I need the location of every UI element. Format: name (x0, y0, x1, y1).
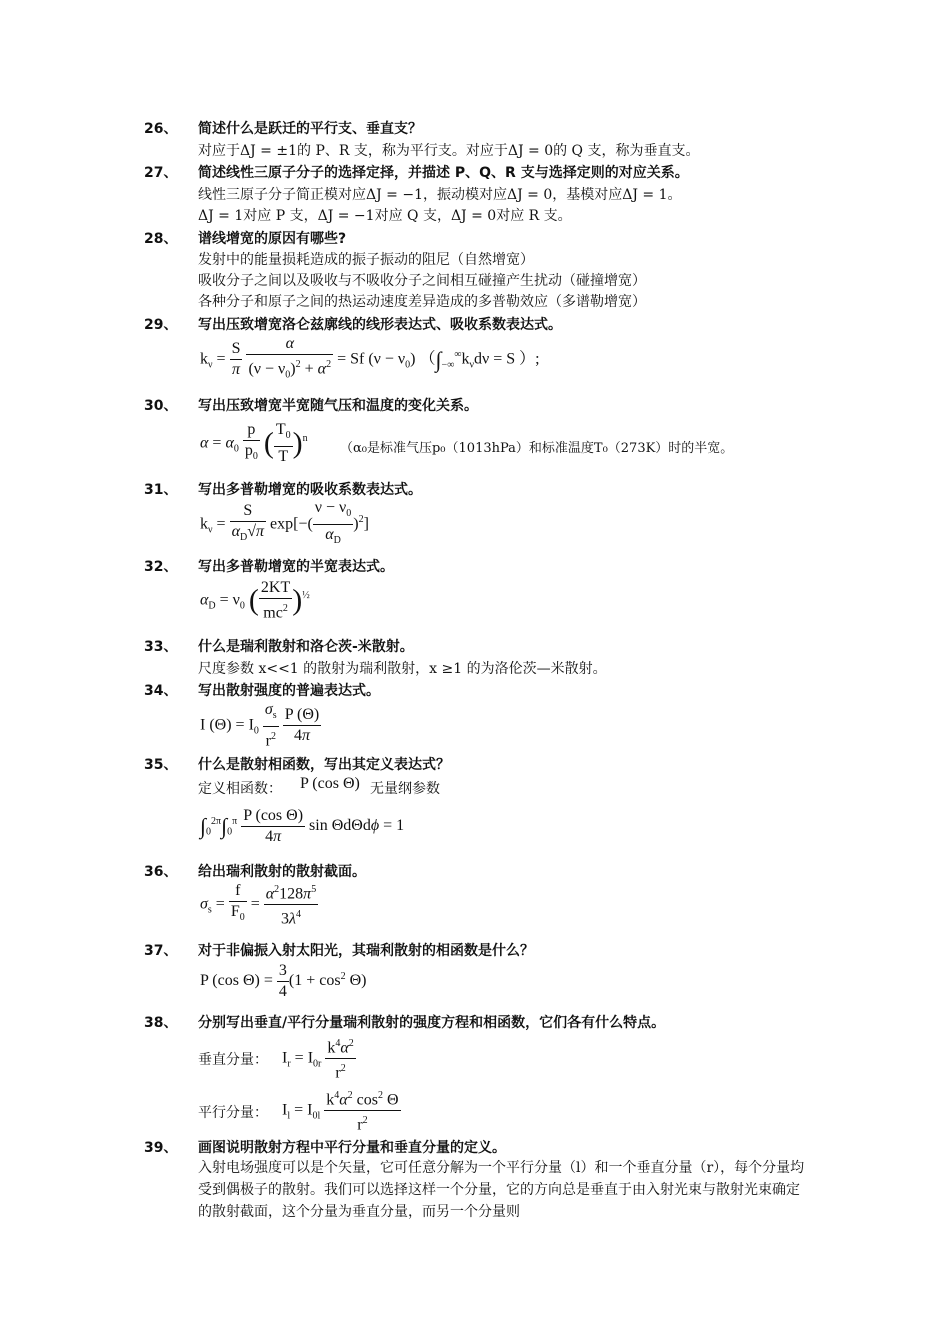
rayleigh-phase-formula: P (cos Θ) = $\frac{3}{4}$ $(1 + \cos^2 \Theta)$ (200, 962, 367, 1000)
question-number: 26、 (144, 121, 178, 137)
answer-line: 各种分子和原子之间的热运动速度差异造成的多普勒效应（多谱勒增宽） (198, 294, 646, 310)
parallel-intensity-formula: $I_l = I_{0l}$ $\frac{k^4\alpha^2 \cos^2 \Theta}{r^2}$ (282, 1090, 399, 1134)
question-title: 对于非偏振入射太阳光，其瑞利散射的相函数是什么？ (198, 943, 534, 959)
question-title: 给出瑞利散射的散射截面。 (198, 864, 366, 880)
answer-line: 尺度参数 x<<1 的散射为瑞利散射，x ≥1 的为洛伦茨—米散射。 (198, 661, 607, 677)
doppler-halfwidth-formula: $\alpha_D = \nu_0$ ( $\frac{2KT}{mc^2}$ )$^{\frac{1}{2}}$ (200, 579, 310, 622)
phase-normalization-formula: $\int_0^{2\pi}\int_0^\pi$ $\frac{\text{P (cos Θ)}}{4\pi}$ sin ΘdΘdϕ = 1 (200, 807, 405, 845)
rayleigh-cross-section-formula: $\sigma_s$ = $\frac{f}{F_0}$ = $\frac{\alpha^2128\pi^5}{3\lambda^4}$ (200, 882, 317, 928)
question-number: 39、 (144, 1140, 178, 1156)
question-title: 写出多普勒增宽的吸收系数表达式。 (198, 482, 422, 498)
question-title: 写出散射强度的普遍表达式。 (198, 683, 380, 699)
question-number: 30、 (144, 398, 178, 414)
answer-line: 对应于ΔJ = ±1的 P、R 支，称为平行支。对应于ΔJ = 0的 Q 支，称为垂直支。 (198, 143, 700, 159)
halfwidth-pressure-formula: $\alpha = \alpha_0$ $\frac{p}{p_0}$ ( $\frac{T_0}{T}$ )$^n$ (200, 421, 308, 466)
answer-line: 无量纲参数 (370, 781, 440, 797)
question-title: 写出多普勒增宽的半宽表达式。 (198, 559, 394, 575)
answer-line: 垂直分量： (198, 1052, 268, 1068)
question-title: 简述什么是跃迁的平行支、垂直支？ (198, 121, 422, 137)
question-title: 简述线性三原子分子的选择定择，并描述 P、Q、R 支与选择定则的对应关系。 (198, 165, 689, 181)
question-number: 38、 (144, 1015, 178, 1031)
answer-line: 线性三原子分子简正模对应ΔJ = −1，振动模对应ΔJ = 0，基模对应ΔJ = 1。 (198, 187, 682, 203)
perpendicular-intensity-formula: $I_r = I_{0r}$ $\frac{k^4\alpha^2}{r^2}$ (282, 1038, 354, 1082)
question-number: 27、 (144, 165, 178, 181)
question-title: 写出压致增宽半宽随气压和温度的变化关系。 (198, 398, 478, 414)
question-number: 37、 (144, 943, 178, 959)
answer-line: 吸收分子之间以及吸收与不吸收分子之间相互碰撞产生扰动（碰撞增宽） (198, 273, 646, 289)
question-title: 什么是瑞利散射和洛仑茨-米散射。 (198, 639, 414, 655)
question-number: 28、 (144, 231, 178, 247)
answer-line: 定义相函数： (198, 781, 282, 797)
question-number: 32、 (144, 559, 178, 575)
question-number: 29、 (144, 317, 178, 333)
lorentz-formula: $k_\nu$ = $\frac{S}{\pi}$ $\frac{\alpha}{(\nu - \nu_0)^2 + \alpha^2}$ = Sf $(\nu - \nu_0)$ （$\int_{-\infty}^\infty k_\nu d\nu = S$ ）; (200, 334, 540, 386)
question-number: 34、 (144, 683, 178, 699)
answer-line: 平行分量： (198, 1105, 268, 1121)
question-title: 画图说明散射方程中平行分量和垂直分量的定义。 (198, 1140, 506, 1156)
answer-line: 发射中的能量损耗造成的振子振动的阻尼（自然增宽） (198, 252, 534, 268)
question-number: 31、 (144, 482, 178, 498)
scattering-intensity-formula: I $(\Theta) = I_0$ $\frac{\sigma_s}{r^2}$ $\frac{P (\Theta)}{4\pi}$ (200, 701, 320, 750)
question-number: 36、 (144, 864, 178, 880)
question-title: 分别写出垂直/平行分量瑞利散射的强度方程和相函数，它们各有什么特点。 (198, 1015, 666, 1031)
question-title: 什么是散射相函数，写出其定义表达式？ (198, 757, 450, 773)
formula-note: （α₀是标准气压p₀（1013hPa）和标准温度T₀（273K）时的半宽。 (340, 441, 734, 456)
answer-line: ΔJ = 1对应 P 支，ΔJ = −1对应 Q 支，ΔJ = 0对应 R 支。 (198, 208, 572, 224)
question-title: 谱线增宽的原因有哪些? (198, 231, 347, 247)
question-title: 写出压致增宽洛仑兹廓线的线形表达式、吸收系数表达式。 (198, 317, 562, 333)
phase-function-symbol: P (cos Θ) (300, 775, 360, 792)
question-number: 33、 (144, 639, 178, 655)
question-number: 35、 (144, 757, 178, 773)
doppler-absorption-formula: $k_\nu$ = $\frac{S}{\alpha_D√\pi}$ exp[−( $\frac{\nu - \nu_0}{\alpha_D}$ )$^2$] (200, 498, 369, 551)
answer-paragraph: 入射电场强度可以是个矢量，它可任意分解为一个平行分量（l）和一个垂直分量（r），每个分量均受到偶极子的散射。我们可以选择这样一个分量，它的方向总是垂直于由入射光束与散射光束确定的散射截面，这个分量为垂直分量，而另一个分量则 (198, 1160, 805, 1220)
